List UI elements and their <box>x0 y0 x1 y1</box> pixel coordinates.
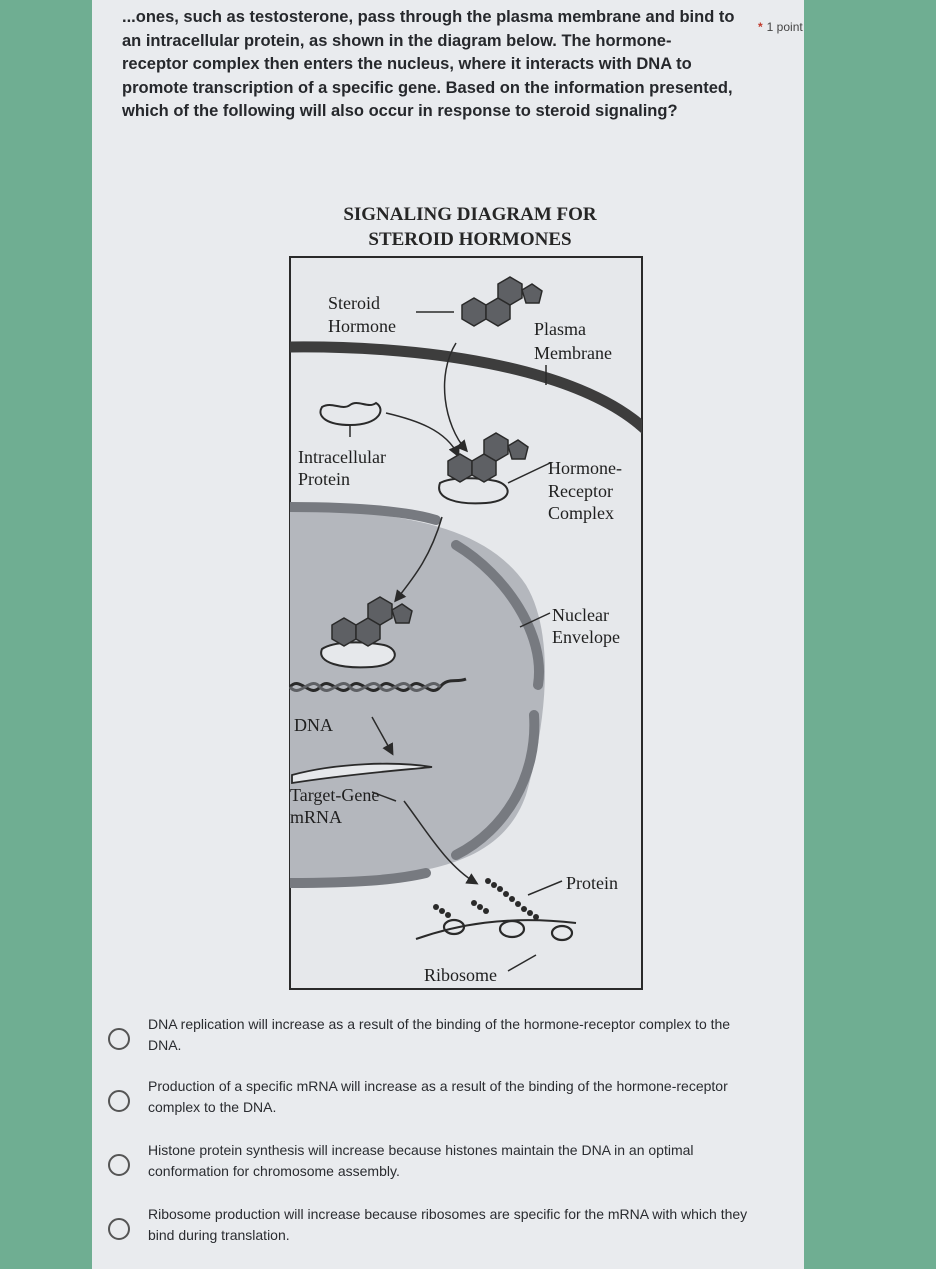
label-envelope: Envelope <box>552 627 620 647</box>
label-membrane: Membrane <box>534 343 612 363</box>
label-dna: DNA <box>294 715 333 735</box>
label-hr-hormone: Hormone- <box>548 458 622 478</box>
label-hormone: Hormone <box>328 316 396 336</box>
label-ribosome: Ribosome <box>424 965 498 985</box>
diagram-title-line1: SIGNALING DIAGRAM FOR <box>343 204 597 225</box>
points-label: 1 point <box>766 20 803 34</box>
diagram-title <box>300 202 640 252</box>
answer-option-4[interactable] <box>108 1204 748 1254</box>
label-protein-out: Protein <box>566 873 618 893</box>
radio-button[interactable] <box>108 1090 130 1112</box>
answer-option-text: Ribosome production will increase because ribosomes are specific for the mRNA with which they bind during translation. <box>148 1206 748 1243</box>
label-protein: Protein <box>298 469 350 489</box>
signaling-diagram <box>276 255 644 991</box>
receptor-protein <box>439 478 508 503</box>
required-asterisk: * <box>758 20 763 34</box>
answer-option-1[interactable] <box>108 1014 748 1064</box>
points-indicator <box>758 20 803 34</box>
diagram-title-line2: STEROID HORMONES <box>368 229 572 250</box>
label-hr-complex: Complex <box>548 503 614 523</box>
answer-option-text: Histone protein synthesis will increase because histones maintain the DNA in an optimal conformation for chromosome assembly. <box>148 1142 694 1179</box>
label-intracellular: Intracellular <box>298 447 386 467</box>
answer-option-text: Production of a specific mRNA will increase as a result of the binding of the hormone-receptor complex to the DNA. <box>148 1078 728 1115</box>
label-mrna: mRNA <box>290 807 343 827</box>
label-hr-receptor: Receptor <box>548 481 613 501</box>
label-steroid: Steroid <box>328 293 380 313</box>
radio-button[interactable] <box>108 1154 130 1176</box>
question-text: ...ones, such as testosterone, pass through the plasma membrane and bind to an intracellular protein, as shown in the diagram below. The hormone-receptor complex then enters the nucleus, where it interacts with DNA to promote transcription of a specific gene. Based on the information presented, which of the following will also occur in response to steroid signaling? <box>122 8 735 120</box>
nuclear-receptor-protein <box>321 642 395 667</box>
answer-option-2[interactable] <box>108 1076 748 1126</box>
label-target-gene: Target-Gene <box>290 785 380 805</box>
answer-option-text: DNA replication will increase as a result of the binding of the hormone-receptor complex to the DNA. <box>148 1016 731 1053</box>
answer-option-3[interactable] <box>108 1140 748 1190</box>
radio-button[interactable] <box>108 1218 130 1240</box>
label-plasma: Plasma <box>534 319 586 339</box>
radio-button[interactable] <box>108 1028 130 1050</box>
label-nuclear: Nuclear <box>552 605 609 625</box>
intracellular-protein <box>320 403 380 425</box>
